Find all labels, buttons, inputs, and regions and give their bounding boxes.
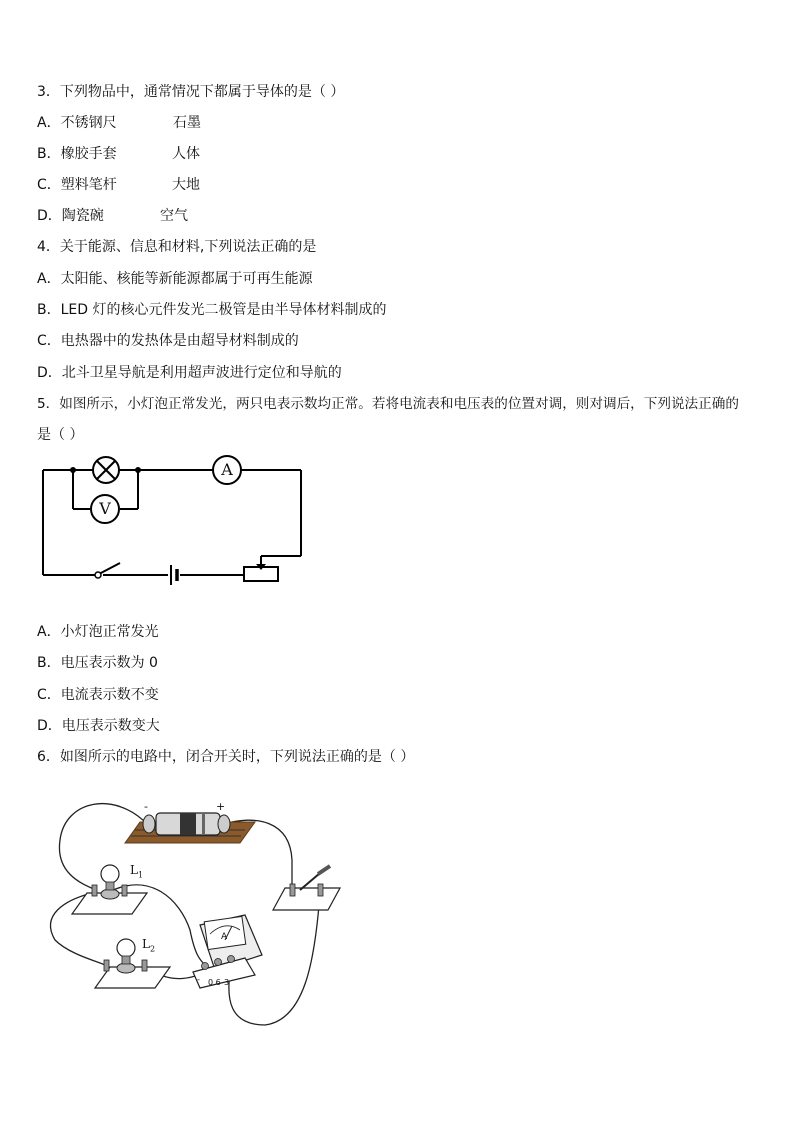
q3-stem: 3．下列物品中，通常情况下都属于导体的是（ ）	[37, 84, 345, 100]
q4-option-d: D．北斗卫星导航是利用超声波进行定位和导航的	[37, 365, 342, 381]
q5-stem-line1: 5．如图所示，小灯泡正常发光，两只电表示数均正常。若将电流表和电压表的位置对调，则对调后，下列说法正确的	[37, 396, 739, 412]
l1-subscript: 1	[137, 870, 144, 880]
q3-option-b-second: 人体	[172, 146, 200, 162]
battery-plus-label: +	[216, 800, 226, 813]
l1-letter: L	[130, 863, 138, 877]
q6-stem: 6．如图所示的电路中，闭合开关时，下列说法正确的是（ ）	[37, 749, 415, 765]
terminal-3-label: 3	[224, 978, 230, 987]
q3-option-a: A．不锈钢尺	[37, 115, 117, 131]
q5-option-a: A．小灯泡正常发光	[37, 624, 159, 640]
q3-option-d-second: 空气	[160, 208, 188, 224]
l1-label	[130, 862, 143, 883]
terminal-minus-label: -	[197, 975, 200, 984]
q4-option-b: B．LED 灯的核心元件发光二极管是由半导体材料制成的	[37, 302, 387, 318]
l2-label	[142, 936, 155, 957]
q4-option-c: C．电热器中的发热体是由超导材料制成的	[37, 333, 299, 349]
l2-letter: L	[142, 937, 150, 951]
ammeter-label: A	[221, 460, 233, 479]
terminal-06-label: 0.6	[208, 978, 221, 987]
q4-option-a: A．太阳能、核能等新能源都属于可再生能源	[37, 271, 313, 287]
q3-option-a-second: 石墨	[173, 115, 201, 131]
q3-option-c-second: 大地	[172, 177, 200, 193]
l2-subscript: 2	[149, 944, 156, 954]
q5-option-c: C．电流表示数不变	[37, 687, 159, 703]
voltmeter-label: V	[99, 499, 111, 518]
battery-minus-label: -	[144, 800, 148, 813]
q5-option-d: D．电压表示数变大	[37, 718, 160, 734]
q3-option-d: D．陶瓷碗	[37, 208, 104, 224]
meter-face-label: A	[221, 932, 228, 942]
q3-option-c: C．塑料笔杆	[37, 177, 117, 193]
q5-option-b: B．电压表示数为 0	[37, 655, 158, 671]
q4-stem: 4．关于能源、信息和材料,下列说法正确的是	[37, 239, 317, 255]
q3-option-b: B．橡胶手套	[37, 146, 117, 162]
q5-stem-line2: 是（ ）	[37, 427, 84, 443]
